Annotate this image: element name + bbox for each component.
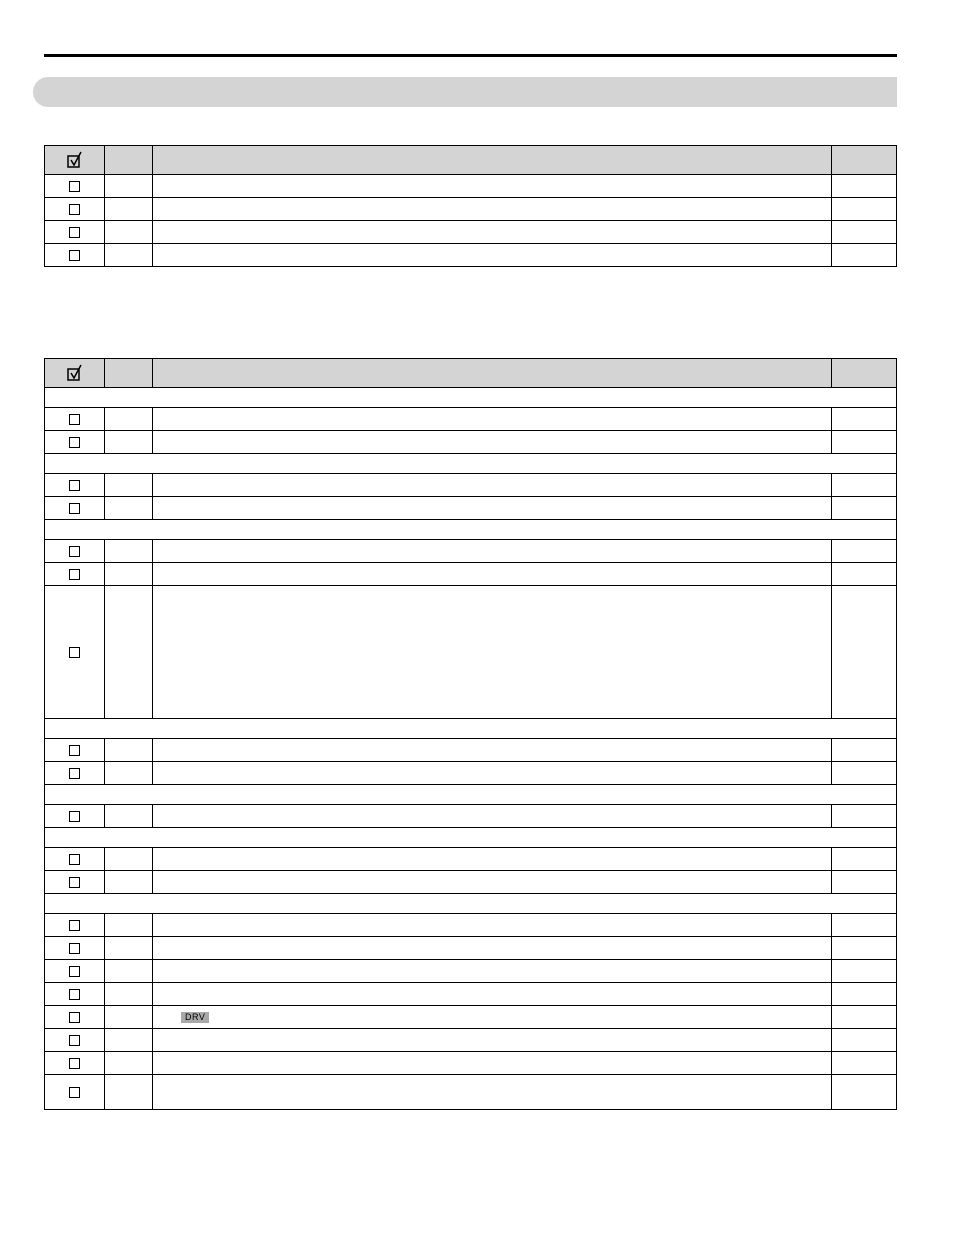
checkbox[interactable] — [69, 647, 80, 658]
table-row — [45, 983, 897, 1006]
table-row — [45, 914, 897, 937]
table-row — [45, 937, 897, 960]
table-row — [45, 739, 897, 762]
checkbox[interactable] — [69, 569, 80, 580]
checkbox[interactable] — [69, 1087, 80, 1098]
table-row — [45, 762, 897, 785]
table-row — [45, 198, 897, 221]
checkbox[interactable] — [69, 250, 80, 261]
checkbox[interactable] — [69, 811, 80, 822]
table-row — [45, 244, 897, 267]
checkbox[interactable] — [69, 437, 80, 448]
table-row — [45, 221, 897, 244]
checkbox[interactable] — [69, 227, 80, 238]
top-rule — [44, 54, 897, 57]
group-row — [45, 719, 897, 739]
table-row — [45, 848, 897, 871]
table-row — [45, 563, 897, 586]
table-row-tall — [45, 586, 897, 719]
header-description-cell — [153, 146, 832, 175]
table-row — [45, 497, 897, 520]
checkbox[interactable] — [69, 854, 80, 865]
header-no-cell — [105, 359, 153, 388]
header-no-cell — [105, 146, 153, 175]
checkbox[interactable] — [69, 1012, 80, 1023]
checklist-table-2 — [44, 358, 897, 1110]
table-row — [45, 960, 897, 983]
table-row — [45, 431, 897, 454]
checkmark-box-icon — [66, 364, 84, 382]
table-row — [45, 175, 897, 198]
checkbox[interactable] — [69, 989, 80, 1000]
header-check-cell — [45, 146, 105, 175]
table-row — [45, 474, 897, 497]
table-row — [45, 1052, 897, 1075]
table-row — [45, 540, 897, 563]
header-page-cell — [832, 359, 897, 388]
checkbox[interactable] — [69, 546, 80, 557]
table-row — [45, 1006, 897, 1029]
checkbox[interactable] — [69, 503, 80, 514]
checkbox[interactable] — [69, 920, 80, 931]
table-row — [45, 1029, 897, 1052]
table-header-row — [45, 146, 897, 175]
group-row — [45, 454, 897, 474]
table-row — [45, 871, 897, 894]
table-row — [45, 805, 897, 828]
checkbox[interactable] — [69, 943, 80, 954]
header-check-cell — [45, 359, 105, 388]
checkbox[interactable] — [69, 877, 80, 888]
header-description-cell — [153, 359, 832, 388]
header-page-cell — [832, 146, 897, 175]
checkbox[interactable] — [69, 768, 80, 779]
checkbox[interactable] — [69, 480, 80, 491]
checkbox[interactable] — [69, 966, 80, 977]
checkbox[interactable] — [69, 414, 80, 425]
checklist-table-1 — [44, 145, 897, 267]
checkmark-box-icon — [66, 151, 84, 169]
group-row — [45, 894, 897, 914]
checkbox[interactable] — [69, 204, 80, 215]
group-row — [45, 785, 897, 805]
table-row — [45, 408, 897, 431]
checkbox[interactable] — [69, 745, 80, 756]
drv-mode-tag: DRV — [181, 1012, 209, 1023]
table-row — [45, 1075, 897, 1110]
group-row — [45, 828, 897, 848]
table-header-row — [45, 359, 897, 388]
checkbox[interactable] — [69, 1058, 80, 1069]
checkbox[interactable] — [69, 181, 80, 192]
checkbox[interactable] — [69, 1035, 80, 1046]
group-row — [45, 388, 897, 408]
group-row — [45, 520, 897, 540]
section-heading-bar — [33, 77, 897, 107]
